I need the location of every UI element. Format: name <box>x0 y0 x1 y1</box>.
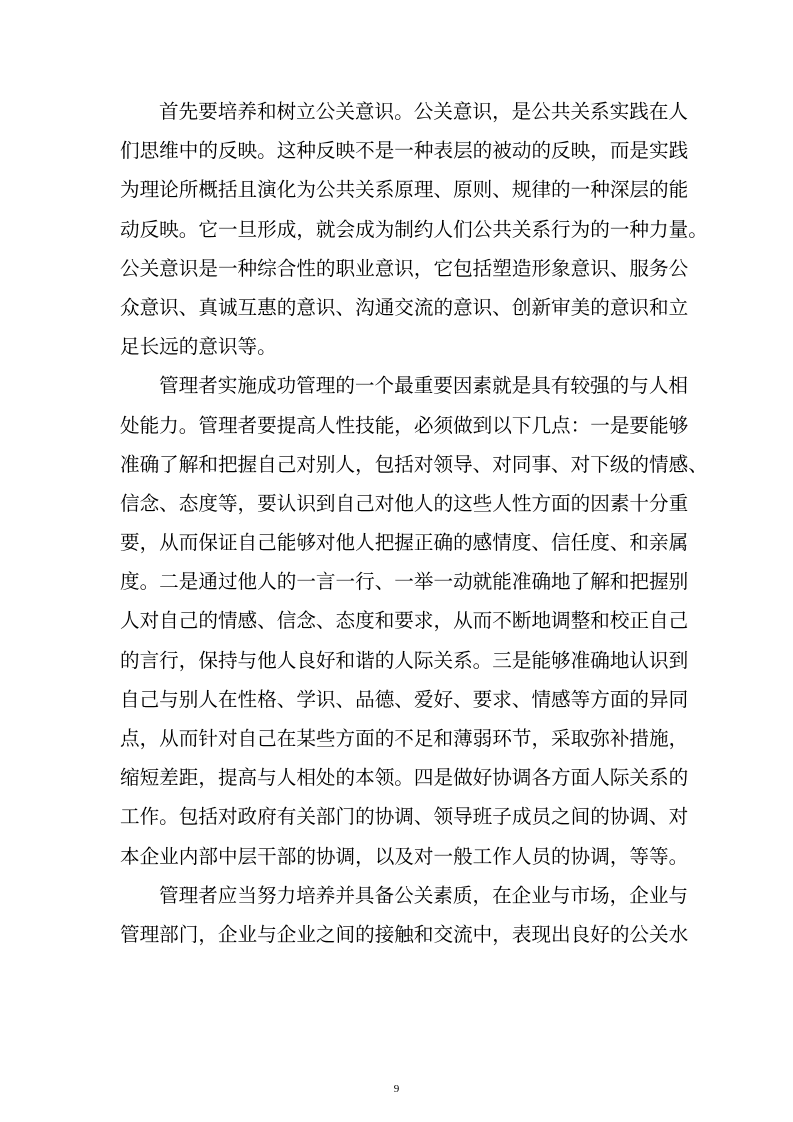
text-line: 要，从而保证自己能够对他人把握正确的感情度、信任度、和亲属 <box>120 531 689 555</box>
page-number: 9 <box>393 1083 400 1095</box>
text-line: 度。二是通过他人的一言一行、一举一动就能准确地了解和把握别 <box>120 570 689 594</box>
text-line: 首先要培养和树立公关意识。公关意识，是公共关系实践在人 <box>159 100 689 123</box>
body-text <box>120 92 708 954</box>
paragraph-public-relations-quality <box>120 876 689 954</box>
text-line: 处能力。管理者要提高人性技能，必须做到以下几点：一是要能够 <box>120 413 689 437</box>
text-line: 本企业内部中层干部的协调，以及对一般工作人员的协调，等等。 <box>120 844 689 868</box>
text-line: 准确了解和把握自己对别人，包括对领导、对同事、对下级的情感、 <box>120 452 708 476</box>
text-line: 足长远的意识等。 <box>120 335 277 359</box>
text-line: 的言行，保持与他人良好和谐的人际关系。三是能够准确地认识到 <box>120 648 689 672</box>
text-line: 工作。包括对政府有关部门的协调、领导班子成员之间的协调、对 <box>120 805 689 829</box>
paragraph-public-relations-awareness <box>120 92 708 366</box>
text-line: 信念、态度等，要认识到自己对他人的这些人性方面的因素十分重 <box>120 491 689 515</box>
text-line: 自己与别人在性格、学识、品德、爱好、要求、情感等方面的异同 <box>120 687 689 711</box>
text-line: 点，从而针对自己在某些方面的不足和薄弱环节，采取弥补措施， <box>120 727 689 750</box>
text-line: 众意识、真诚互惠的意识、沟通交流的意识、创新审美的意识和立 <box>120 295 689 319</box>
text-line: 管理者应当努力培养并具备公关素质，在企业与市场，企业与 <box>159 883 689 907</box>
text-line: 公关意识是一种综合性的职业意识，它包括塑造形象意识、服务公 <box>120 256 689 280</box>
text-line: 为理论所概括且演化为公共关系原理、原则、规律的一种深层的能 <box>120 178 689 202</box>
text-line: 动反映。它一旦形成，就会成为制约人们公共关系行为的一种力量。 <box>120 217 708 241</box>
text-line: 们思维中的反映。这种反映不是一种表层的被动的反映，而是实践 <box>120 139 689 163</box>
text-line: 缩短差距，提高与人相处的本领。四是做好协调各方面人际关系的 <box>120 766 689 790</box>
text-line: 人对自己的情感、信念、态度和要求，从而不断地调整和校正自己 <box>120 609 689 633</box>
text-line: 管理者实施成功管理的一个最重要因素就是具有较强的与人相 <box>159 374 689 398</box>
text-line: 管理部门，企业与企业之间的接触和交流中，表现出良好的公关水 <box>120 922 689 946</box>
paragraph-interpersonal-skills <box>120 366 708 875</box>
